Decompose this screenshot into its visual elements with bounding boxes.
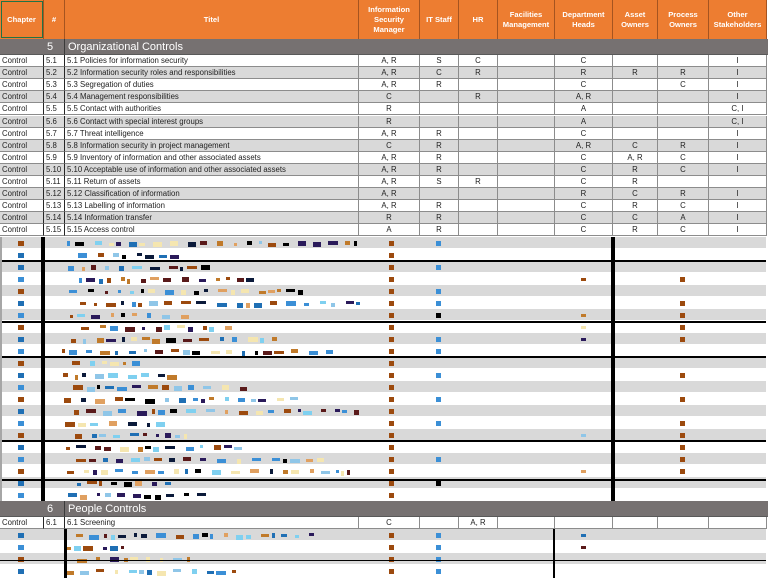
section-row-6 [0, 501, 768, 517]
title-cell[interactable]: 5.12 Classification of information [65, 188, 359, 200]
header-department-heads[interactable]: Department Heads [555, 0, 613, 39]
header-chapter[interactable]: Chapter [0, 0, 44, 39]
chapter-cell[interactable]: Control [0, 164, 44, 176]
number-cell[interactable]: 5.8 [44, 140, 65, 152]
it-staff-cell[interactable] [420, 116, 459, 128]
table-row [0, 164, 768, 176]
department-heads-cell[interactable]: A, R [555, 140, 613, 152]
title-cell[interactable]: 5.4 Management responsibilities [65, 91, 359, 103]
it-staff-cell[interactable]: R [420, 164, 459, 176]
chapter-cell[interactable]: Control [0, 79, 44, 91]
process-owners-cell[interactable]: C [658, 79, 709, 91]
other-stakeholders-cell[interactable] [709, 176, 767, 188]
chapter-cell[interactable]: Control [0, 55, 44, 67]
redaction-divider [0, 479, 766, 481]
table-row [0, 128, 768, 140]
other-stakeholders-cell[interactable]: C, I [709, 116, 767, 128]
department-heads-cell[interactable]: R [555, 67, 613, 79]
other-stakeholders-cell[interactable]: C, I [709, 103, 767, 115]
department-heads-cell[interactable]: C [555, 164, 613, 176]
number-cell[interactable]: 5.11 [44, 176, 65, 188]
facilities-cell[interactable] [498, 212, 555, 224]
chapter-cell[interactable]: Control [0, 128, 44, 140]
number-cell[interactable]: 5.14 [44, 212, 65, 224]
section-title[interactable]: Organizational Controls [65, 39, 768, 55]
section-title[interactable]: People Controls [65, 501, 768, 517]
it-staff-cell[interactable]: C [420, 67, 459, 79]
table-row [0, 517, 768, 529]
title-cell[interactable]: 5.7 Threat intelligence [65, 128, 359, 140]
facilities-cell[interactable] [498, 164, 555, 176]
other-stakeholders-cell[interactable] [709, 517, 767, 529]
table-row [0, 55, 768, 67]
redacted-row [0, 565, 766, 576]
process-owners-cell[interactable] [658, 176, 709, 188]
it-staff-cell[interactable]: R [420, 200, 459, 212]
title-cell[interactable]: 5.15 Access control [65, 224, 359, 236]
redaction-divider [611, 237, 615, 501]
number-cell[interactable]: 5.6 [44, 116, 65, 128]
header-other-stakeholders[interactable]: Other Stakeholders [709, 0, 767, 39]
facilities-cell[interactable] [498, 128, 555, 140]
section-chapter-cell[interactable] [0, 39, 44, 55]
redacted-row [0, 393, 766, 404]
ism-cell[interactable]: A, R [359, 164, 420, 176]
other-stakeholders-cell[interactable]: I [709, 140, 767, 152]
redacted-row [0, 357, 766, 368]
redaction-divider [0, 440, 766, 442]
redacted-row [0, 285, 766, 296]
asset-owners-cell[interactable] [613, 517, 658, 529]
it-staff-cell[interactable] [420, 91, 459, 103]
it-staff-cell[interactable]: S [420, 55, 459, 67]
other-stakeholders-cell[interactable]: I [709, 164, 767, 176]
title-cell[interactable]: 5.11 Return of assets [65, 176, 359, 188]
process-owners-cell[interactable]: R [658, 67, 709, 79]
redaction-divider [553, 529, 555, 578]
process-owners-cell[interactable]: C [658, 224, 709, 236]
title-cell[interactable]: 5.2 Information security roles and responsibilities [65, 67, 359, 79]
title-cell[interactable]: 5.3 Segregation of duties [65, 79, 359, 91]
section-row-5 [0, 39, 768, 55]
process-owners-cell[interactable]: R [658, 140, 709, 152]
process-owners-cell[interactable]: C [658, 164, 709, 176]
redacted-row [0, 237, 766, 248]
hr-cell[interactable] [459, 116, 498, 128]
asset-owners-cell[interactable]: C [613, 212, 658, 224]
process-owners-cell[interactable]: R [658, 188, 709, 200]
redacted-row [0, 345, 766, 356]
table-row [0, 152, 768, 164]
hr-cell[interactable]: A, R [459, 517, 498, 529]
title-cell[interactable]: 5.5 Contact with authorities [65, 103, 359, 115]
department-heads-cell[interactable]: C [555, 128, 613, 140]
facilities-cell[interactable] [498, 517, 555, 529]
facilities-cell[interactable] [498, 200, 555, 212]
number-cell[interactable]: 5.10 [44, 164, 65, 176]
process-owners-cell[interactable]: A [658, 212, 709, 224]
number-cell[interactable]: 5.2 [44, 67, 65, 79]
it-staff-cell[interactable] [420, 103, 459, 115]
hr-cell[interactable]: R [459, 91, 498, 103]
number-cell[interactable]: 5.13 [44, 200, 65, 212]
facilities-cell[interactable] [498, 116, 555, 128]
ism-cell[interactable]: A, R [359, 188, 420, 200]
facilities-cell[interactable] [498, 176, 555, 188]
hr-cell[interactable] [459, 188, 498, 200]
header-facilities[interactable]: Facilities Management [498, 0, 555, 39]
redacted-row [0, 249, 766, 260]
department-heads-cell[interactable] [555, 517, 613, 529]
ism-cell[interactable]: R [359, 212, 420, 224]
process-owners-cell[interactable]: C [658, 200, 709, 212]
ism-cell[interactable]: C [359, 140, 420, 152]
title-cell[interactable]: 6.1 Screening [65, 517, 359, 529]
redacted-row [0, 441, 766, 452]
redaction-divider [0, 356, 766, 358]
ism-cell[interactable]: A, R [359, 200, 420, 212]
redacted-row [0, 489, 766, 500]
asset-owners-cell[interactable] [613, 79, 658, 91]
asset-owners-cell[interactable]: R [613, 164, 658, 176]
header-asset-owners[interactable]: Asset Owners [613, 0, 658, 39]
asset-owners-cell[interactable] [613, 91, 658, 103]
other-stakeholders-cell[interactable]: I [709, 128, 767, 140]
title-cell[interactable]: 5.8 Information security in project management [65, 140, 359, 152]
ism-cell[interactable]: A, R [359, 176, 420, 188]
ism-cell[interactable]: C [359, 517, 420, 529]
it-staff-cell[interactable]: R [420, 212, 459, 224]
facilities-cell[interactable] [498, 140, 555, 152]
process-owners-cell[interactable] [658, 91, 709, 103]
hr-cell[interactable] [459, 152, 498, 164]
number-cell[interactable]: 5.1 [44, 55, 65, 67]
ism-cell[interactable]: R [359, 103, 420, 115]
other-stakeholders-cell[interactable]: I [709, 212, 767, 224]
number-cell[interactable]: 5.5 [44, 103, 65, 115]
it-staff-cell[interactable]: R [420, 128, 459, 140]
number-cell[interactable]: 5.7 [44, 128, 65, 140]
it-staff-cell[interactable]: R [420, 152, 459, 164]
ism-cell[interactable]: A, R [359, 128, 420, 140]
ism-cell[interactable]: A, R [359, 79, 420, 91]
ism-cell[interactable]: A, R [359, 55, 420, 67]
redaction-divider [41, 237, 45, 501]
department-heads-cell[interactable]: A [555, 116, 613, 128]
section-number[interactable]: 5 [44, 39, 65, 55]
table-row [0, 103, 768, 115]
other-stakeholders-cell[interactable]: I [709, 224, 767, 236]
process-owners-cell[interactable] [658, 128, 709, 140]
it-staff-cell[interactable] [420, 517, 459, 529]
department-heads-cell[interactable]: C [555, 55, 613, 67]
header-hr[interactable]: HR [459, 0, 498, 39]
title-cell[interactable]: 5.9 Inventory of information and other associated assets [65, 152, 359, 164]
table-row [0, 224, 768, 236]
ism-cell[interactable]: A, R [359, 152, 420, 164]
redacted-row [0, 453, 766, 464]
asset-owners-cell[interactable]: R [613, 224, 658, 236]
redacted-row [0, 261, 766, 272]
it-staff-cell[interactable] [420, 188, 459, 200]
department-heads-cell[interactable]: C [555, 200, 613, 212]
chapter-cell[interactable]: Control [0, 91, 44, 103]
redacted-row [0, 381, 766, 392]
process-owners-cell[interactable]: C [658, 152, 709, 164]
it-staff-cell[interactable]: R [420, 224, 459, 236]
table-row [0, 116, 768, 128]
asset-owners-cell[interactable]: A, R [613, 152, 658, 164]
process-owners-cell[interactable] [658, 103, 709, 115]
asset-owners-cell[interactable] [613, 128, 658, 140]
ism-cell[interactable]: C [359, 91, 420, 103]
title-cell[interactable]: 5.13 Labelling of information [65, 200, 359, 212]
other-stakeholders-cell[interactable]: I [709, 188, 767, 200]
facilities-cell[interactable] [498, 188, 555, 200]
chapter-cell[interactable]: Control [0, 140, 44, 152]
ism-cell[interactable]: A [359, 224, 420, 236]
chapter-cell[interactable]: Control [0, 188, 44, 200]
chapter-cell[interactable]: Control [0, 212, 44, 224]
number-cell[interactable]: 6.1 [44, 517, 65, 529]
ism-cell[interactable]: R [359, 116, 420, 128]
chapter-cell[interactable]: Control [0, 517, 44, 529]
other-stakeholders-cell[interactable]: I [709, 67, 767, 79]
redaction-divider [64, 529, 67, 578]
table-row [0, 79, 768, 91]
redacted-tail-rows [0, 529, 768, 578]
other-stakeholders-cell[interactable]: I [709, 152, 767, 164]
table-row [0, 200, 768, 212]
other-stakeholders-cell[interactable]: I [709, 91, 767, 103]
process-owners-cell[interactable] [658, 55, 709, 67]
facilities-cell[interactable] [498, 67, 555, 79]
redaction-divider [0, 560, 766, 561]
chapter-cell[interactable]: Control [0, 103, 44, 115]
facilities-cell[interactable] [498, 91, 555, 103]
hr-cell[interactable] [459, 128, 498, 140]
redacted-row [0, 309, 766, 320]
header-ism[interactable]: Information Security Manager [359, 0, 420, 39]
department-heads-cell[interactable]: C [555, 79, 613, 91]
asset-owners-cell[interactable]: R [613, 176, 658, 188]
number-cell[interactable]: 5.3 [44, 79, 65, 91]
redacted-row [0, 417, 766, 428]
section-chapter-cell[interactable] [0, 501, 44, 517]
redacted-row [0, 541, 766, 552]
department-heads-cell[interactable]: A, R [555, 91, 613, 103]
title-cell[interactable]: 5.10 Acceptable use of information and other associated assets [65, 164, 359, 176]
facilities-cell[interactable] [498, 55, 555, 67]
redaction-divider [0, 260, 766, 262]
title-cell[interactable]: 5.1 Policies for information security [65, 55, 359, 67]
chapter-cell[interactable]: Control [0, 200, 44, 212]
asset-owners-cell[interactable]: R [613, 67, 658, 79]
department-heads-cell[interactable]: C [555, 212, 613, 224]
redacted-row [0, 273, 766, 284]
header-process-owners[interactable]: Process Owners [658, 0, 709, 39]
number-cell[interactable]: 5.15 [44, 224, 65, 236]
table-row [0, 91, 768, 103]
redacted-row [0, 369, 766, 380]
process-owners-cell[interactable] [658, 517, 709, 529]
redaction-divider [0, 321, 766, 323]
hr-cell[interactable]: R [459, 67, 498, 79]
other-stakeholders-cell[interactable]: I [709, 79, 767, 91]
redacted-rows-block [0, 237, 768, 501]
hr-cell[interactable] [459, 200, 498, 212]
it-staff-cell[interactable]: R [420, 140, 459, 152]
hr-cell[interactable] [459, 79, 498, 91]
chapter-cell[interactable]: Control [0, 116, 44, 128]
section-number[interactable]: 6 [44, 501, 65, 517]
left-gutter [0, 237, 2, 501]
hr-cell[interactable]: R [459, 176, 498, 188]
hr-cell[interactable] [459, 164, 498, 176]
facilities-cell[interactable] [498, 224, 555, 236]
number-cell[interactable]: 5.4 [44, 91, 65, 103]
redacted-row [0, 333, 766, 344]
ism-cell[interactable]: A, R [359, 67, 420, 79]
asset-owners-cell[interactable] [613, 103, 658, 115]
department-heads-cell[interactable]: C [555, 152, 613, 164]
asset-owners-cell[interactable]: R [613, 200, 658, 212]
redacted-row [0, 429, 766, 440]
asset-owners-cell[interactable] [613, 55, 658, 67]
hr-cell[interactable] [459, 224, 498, 236]
number-cell[interactable]: 5.9 [44, 152, 65, 164]
other-stakeholders-cell[interactable]: I [709, 55, 767, 67]
redacted-row [0, 297, 766, 308]
chapter-cell[interactable]: Control [0, 67, 44, 79]
department-heads-cell[interactable]: A [555, 103, 613, 115]
redacted-row [0, 553, 766, 564]
header-it-staff[interactable]: IT Staff [420, 0, 459, 39]
header-title[interactable]: Titel [65, 0, 359, 39]
other-stakeholders-cell[interactable]: I [709, 200, 767, 212]
facilities-cell[interactable] [498, 103, 555, 115]
chapter-cell[interactable]: Control [0, 152, 44, 164]
chapter-cell[interactable]: Control [0, 176, 44, 188]
facilities-cell[interactable] [498, 79, 555, 91]
hr-cell[interactable] [459, 212, 498, 224]
number-cell[interactable]: 5.12 [44, 188, 65, 200]
table-row [0, 176, 768, 188]
it-staff-cell[interactable]: R [420, 79, 459, 91]
header-number[interactable]: # [44, 0, 65, 39]
redacted-row [0, 465, 766, 476]
process-owners-cell[interactable] [658, 116, 709, 128]
table-row [0, 212, 768, 224]
facilities-cell[interactable] [498, 152, 555, 164]
it-staff-cell[interactable]: S [420, 176, 459, 188]
department-heads-cell[interactable]: R [555, 188, 613, 200]
asset-owners-cell[interactable]: C [613, 188, 658, 200]
table-row [0, 188, 768, 200]
department-heads-cell[interactable]: C [555, 224, 613, 236]
title-cell[interactable]: 5.14 Information transfer [65, 212, 359, 224]
chapter-cell[interactable]: Control [0, 224, 44, 236]
title-cell[interactable]: 5.6 Contact with special interest groups [65, 116, 359, 128]
table-row [0, 140, 768, 152]
asset-owners-cell[interactable] [613, 116, 658, 128]
department-heads-cell[interactable]: C [555, 176, 613, 188]
column-header-row [0, 0, 768, 39]
redacted-row [0, 405, 766, 416]
hr-cell[interactable] [459, 103, 498, 115]
asset-owners-cell[interactable]: C [613, 140, 658, 152]
redacted-row [0, 529, 766, 540]
table-row [0, 67, 768, 79]
hr-cell[interactable]: C [459, 55, 498, 67]
hr-cell[interactable] [459, 140, 498, 152]
